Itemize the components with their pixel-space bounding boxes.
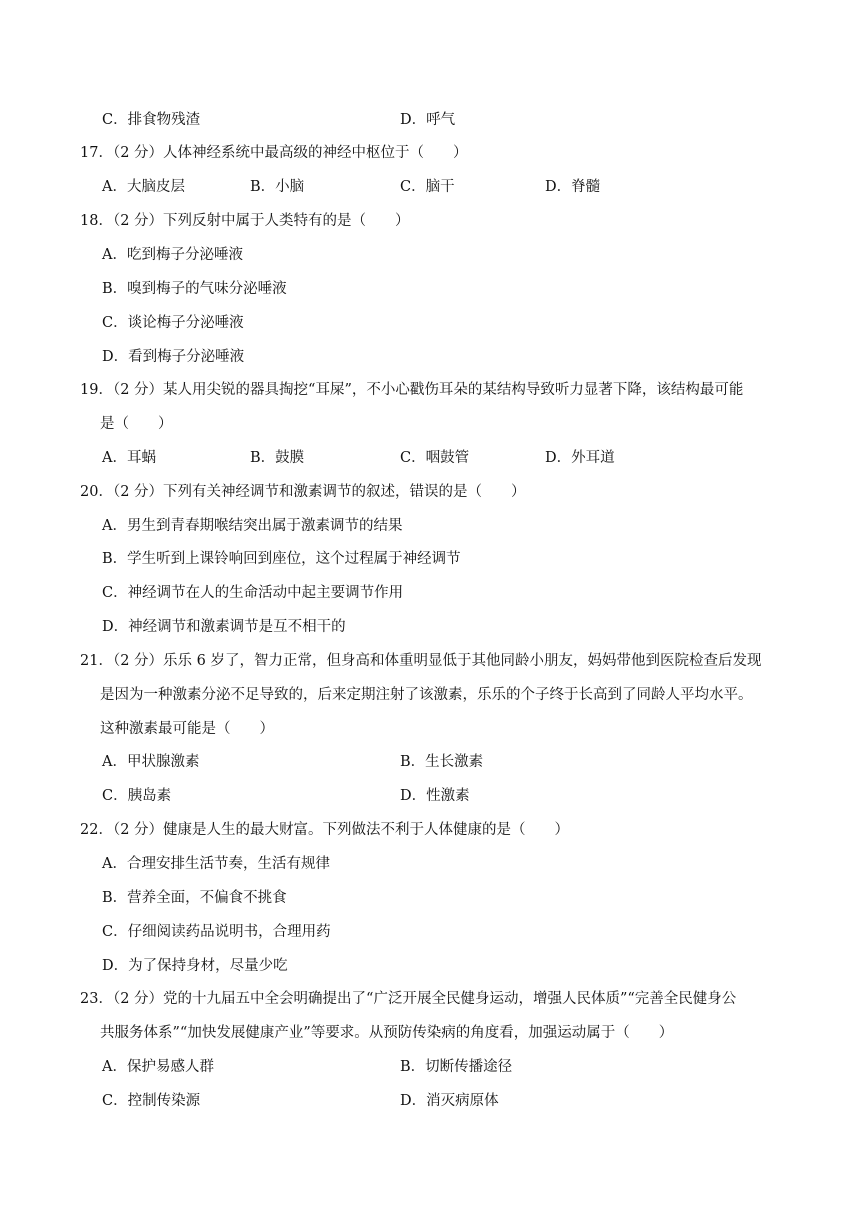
q17-option-c: C．脑干 <box>400 179 455 195</box>
q20-option-a: A．男生到青春期喉结突出属于激素调节的结果 <box>102 518 403 534</box>
q20-option-c: C．神经调节在人的生命活动中起主要调节作用 <box>102 585 404 601</box>
q23-stem-line1: 23．（2 分）党的十九届五中全会明确提出了“广泛开展全民健身运动，增强人民体质”“完善全民健身公 <box>80 991 737 1007</box>
q17-stem: 17．（2 分）人体神经系统中最高级的神经中枢位于（ ） <box>80 145 468 161</box>
q21-option-d: D．性激素 <box>400 788 470 804</box>
q17-option-d: D．脊髓 <box>545 179 601 195</box>
q19-stem-line1: 19．（2 分）某人用尖锐的器具掏挖“耳屎”，不小心戳伤耳朵的某结构导致听力显著下降，该结构最可能 <box>80 382 744 398</box>
q22-option-d: D．为了保持身材，尽量少吃 <box>102 958 288 974</box>
q23-stem-line2: 共服务体系”“加快发展健康产业”等要求。从预防传染病的角度看，加强运动属于（ ） <box>100 1025 674 1041</box>
q19-option-c: C．咽鼓管 <box>400 450 470 466</box>
q18-option-a: A．吃到梅子分泌唾液 <box>102 247 243 263</box>
q23-option-c: C．控制传染源 <box>102 1093 201 1109</box>
q22-option-a: A．合理安排生活节奏，生活有规律 <box>102 856 330 872</box>
q19-option-d: D．外耳道 <box>545 450 615 466</box>
q21-stem-line1: 21．（2 分）乐乐 6 岁了，智力正常，但身高和体重明显低于其他同龄小朋友，妈妈带他到医院检查后发现 <box>80 653 762 669</box>
q23-option-d: D．消灭病原体 <box>400 1093 499 1109</box>
q19-stem-line2: 是（ ） <box>100 416 173 432</box>
q18-option-d: D．看到梅子分泌唾液 <box>102 349 245 365</box>
q23-option-b: B．切断传播途径 <box>400 1059 513 1075</box>
q22-option-c: C．仔细阅读药品说明书，合理用药 <box>102 924 331 940</box>
q22-stem: 22．（2 分）健康是人生的最大财富。下列做法不利于人体健康的是（ ） <box>80 822 570 838</box>
q21-option-c: C．胰岛素 <box>102 788 172 804</box>
q16-option-c: C．排食物残渣 <box>102 112 201 128</box>
q23-option-a: A．保护易感人群 <box>102 1059 214 1075</box>
q16-option-d: D．呼气 <box>400 112 456 128</box>
q18-stem: 18．（2 分）下列反射中属于人类特有的是（ ） <box>80 213 410 229</box>
q20-stem: 20．（2 分）下列有关神经调节和激素调节的叙述，错误的是（ ） <box>80 484 526 500</box>
q20-option-d: D．神经调节和激素调节是互不相干的 <box>102 619 346 635</box>
q20-option-b: B．学生听到上课铃响回到座位，这个过程属于神经调节 <box>102 551 461 567</box>
q18-option-b: B．嗅到梅子的气味分泌唾液 <box>102 281 287 297</box>
q19-option-b: B．鼓膜 <box>250 450 305 466</box>
q19-option-a: A．耳蜗 <box>102 450 156 466</box>
q21-stem-line2: 是因为一种激素分泌不足导致的，后来定期注射了该激素，乐乐的个子终于长高到了同龄人平均水平。 <box>100 687 753 703</box>
q18-option-c: C．谈论梅子分泌唾液 <box>102 315 244 331</box>
q21-stem-line3: 这种激素最可能是（ ） <box>100 721 274 737</box>
q21-option-b: B．生长激素 <box>400 754 484 770</box>
q22-option-b: B．营养全面，不偏食不挑食 <box>102 890 287 906</box>
q21-option-a: A．甲状腺激素 <box>102 754 200 770</box>
q17-option-b: B．小脑 <box>250 179 305 195</box>
q17-option-a: A．大脑皮层 <box>102 179 185 195</box>
